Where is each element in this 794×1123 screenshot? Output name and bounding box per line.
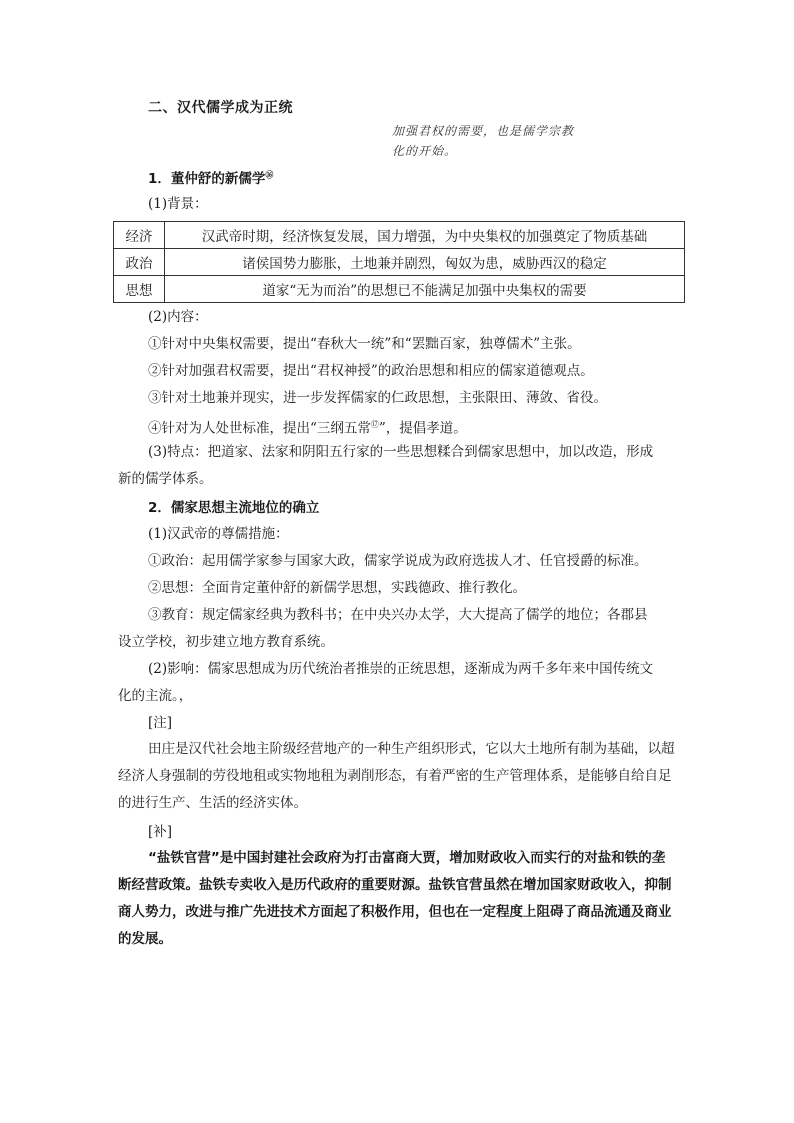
note-paragraph xyxy=(118,736,676,817)
section-title: 二、汉代儒学成为正统 xyxy=(148,100,293,116)
measure-item: ③教育：规定儒家经典为教科书；在中央兴办太学，大大提高了儒学的地位；各郡县 xyxy=(148,607,648,623)
dong-title-text: 1．董仲舒的新儒学 xyxy=(148,171,266,187)
content-item-text: ④针对为人处世标准，提出“三纲五常 xyxy=(148,420,371,437)
table-value: 汉武帝时期，经济恢复发展，国力增强，为中央集权的加强奠定了物质基础 xyxy=(165,222,685,249)
supplement-paragraph xyxy=(118,845,676,953)
content-item xyxy=(148,415,467,439)
table-value: 道家“无为而治”的思想已不能满足加强中央集权的需要 xyxy=(165,276,685,303)
measure-item: 设立学校，初步建立地方教育系统。 xyxy=(118,634,334,650)
handwritten-note-line-2: 化的开始。 xyxy=(392,144,458,158)
measures-label: (1)汉武帝的尊儒措施： xyxy=(148,526,289,542)
supplement-label: [补] xyxy=(148,824,173,840)
note-text: 田庄是汉代社会地主阶级经营地产的一种生产组织形式，它以大土地所有制为基础，以超经济人身强制的劳役地租或实物地租为剥削形态，有着严密的生产管理体系，是能够自给自足的进行生产、生活的经济实体。 xyxy=(118,741,675,811)
table-key: 思想 xyxy=(114,276,165,303)
table-value: 诸侯国势力膨胀，土地兼并剧烈，匈奴为患，威胁西汉的稳定 xyxy=(165,249,685,276)
table-row xyxy=(114,249,685,276)
background-table xyxy=(113,221,685,303)
background-label: (1)背景： xyxy=(148,196,208,212)
table-row xyxy=(114,222,685,249)
table-key: 政治 xyxy=(114,249,165,276)
content-item: ②针对加强君权需要，提出“君权神授”的政治思想和相应的儒家道德观点。 xyxy=(148,363,594,379)
confucian-title: 2．儒家思想主流地位的确立 xyxy=(148,500,320,516)
impact-line: 化的主流。， xyxy=(118,688,193,704)
impact-line: (2)影响：儒家思想成为历代统治者推崇的正统思想，逐渐成为两千多年来中国传统文 xyxy=(148,661,654,677)
note-label: [注] xyxy=(148,715,173,731)
footnote-marker: ⑯ xyxy=(265,170,274,180)
content-item: ③针对土地兼并现实，进一步发挥儒家的仁政思想，主张限田、薄敛、省役。 xyxy=(148,390,607,406)
handwritten-note-line-1: 加强君权的需要，也是儒学宗教 xyxy=(392,124,575,138)
footnote-marker: ⑰ xyxy=(370,420,379,429)
supplement-text: “盐铁官营”是中国封建社会政府为打击富商大贾，增加财政收入而实行的对盐和铁的垄断经营政策。盐铁专卖收入是历代政府的重要财源。盐铁官营虽然在增加国家财政收入，抑制商人势力，改进与推广先进技术方面起了积极作用，但也在一定程度上阻碍了商品流通及商业的发展。 xyxy=(118,850,672,947)
handwritten-note xyxy=(392,121,574,161)
table-key: 经济 xyxy=(114,222,165,249)
dong-title xyxy=(148,167,273,187)
features-line: (3)特点：把道家、法家和阴阳五行家的一些思想糅合到儒家思想中，加以改造，形成 xyxy=(148,444,654,460)
features-line: 新的儒学体系。 xyxy=(118,471,213,487)
content-item-text-end: ”，提倡孝道。 xyxy=(378,420,467,437)
table-row xyxy=(114,276,685,303)
content-label: (2)内容： xyxy=(148,309,208,325)
content-item: ①针对中央集权需要，提出“春秋大一统”和“罢黜百家，独尊儒术”主张。 xyxy=(148,336,581,352)
measure-item: ①政治：起用儒学家参与国家大政，儒家学说成为政府选拔人才、任官授爵的标准。 xyxy=(148,553,648,569)
measure-item: ②思想：全面肯定董仲舒的新儒学思想，实践德政、推行教化。 xyxy=(148,580,526,596)
